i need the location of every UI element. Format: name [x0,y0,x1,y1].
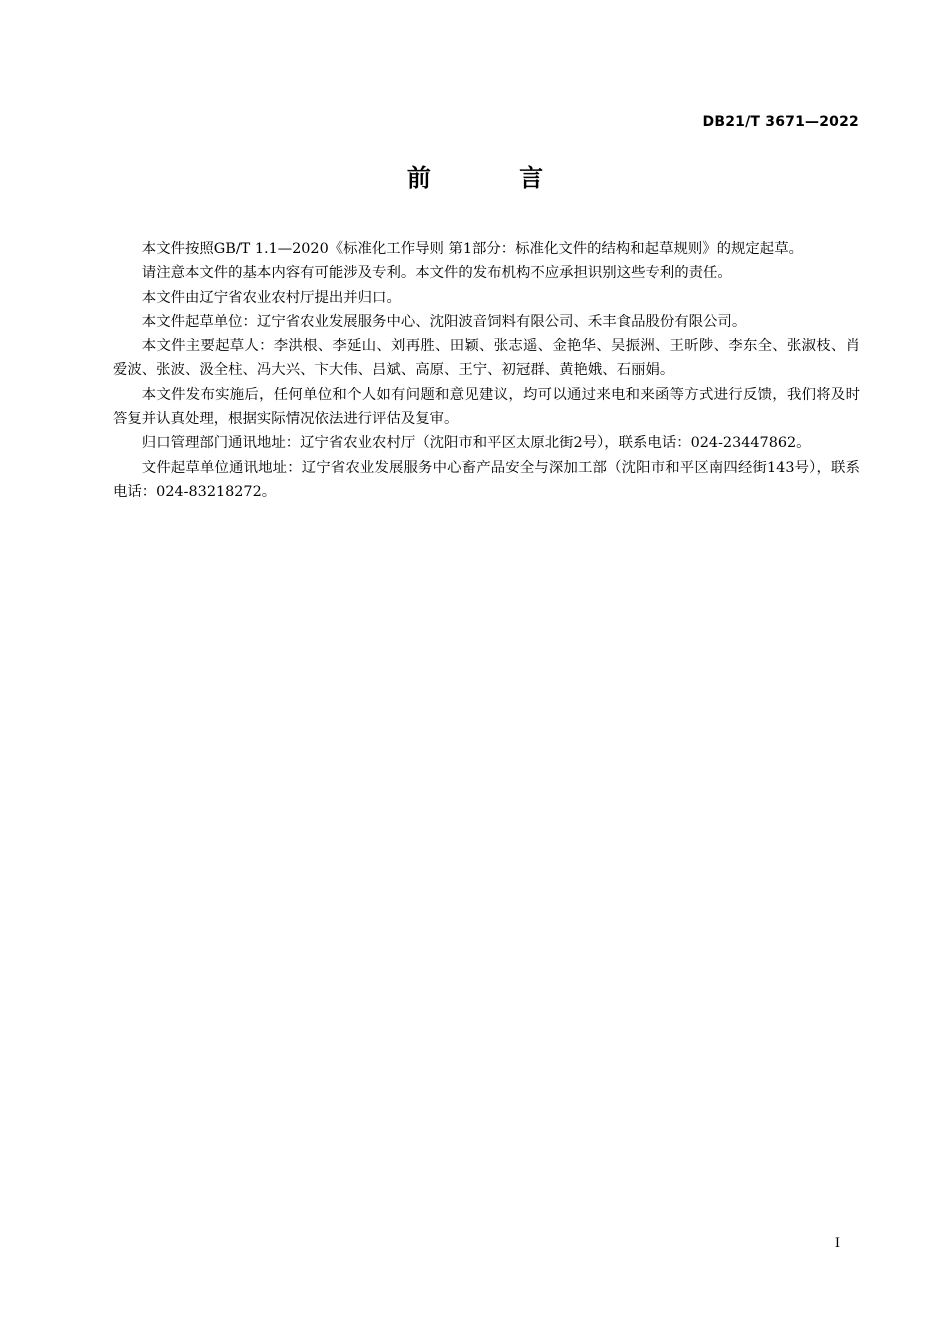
page-number: I [834,1236,840,1251]
paragraph-drafting-rules: 本文件按照GB/T 1.1—2020《标准化工作导则 第1部分：标准化文件的结构和起草规则》的规定起草。 [141,241,803,257]
page-title: 前 言 [406,164,584,192]
paragraph-proposer: 本文件由辽宁省农业农村厅提出并归口。 [141,289,401,306]
document-code: DB21/T 3671—2022 [702,114,859,130]
paragraph-drafting-units: 本文件起草单位：辽宁省农业发展服务中心、沈阳波音饲料有限公司、禾丰食品股份有限公司。 [141,313,747,330]
paragraph-authority-address: 归口管理部门通讯地址：辽宁省农业农村厅（沈阳市和平区太原北街2号），联系电话：024-23447862。 [141,435,811,452]
paragraph-drafters: 本文件主要起草人：李洪根、李延山、刘再胜、田颖、张志遥、金艳华、吴振洲、王昕陟、李东全、张淑枝、肖爱波、张波、汲全柱、冯大兴、卞大伟、吕斌、高原、王宁、初冠群、黄艳娥、石丽娟。 [113,338,860,379]
paragraph-patent-notice: 请注意本文件的基本内容有可能涉及专利。本文件的发布机构不应承担识别这些专利的责任。 [141,265,732,282]
paragraph-drafter-address: 文件起草单位通讯地址：辽宁省农业发展服务中心畜产品安全与深加工部（沈阳市和平区南四经街143号），联系电话：024-83218272。 [113,459,860,500]
foreword-body [113,237,860,504]
paragraph-feedback: 本文件发布实施后，任何单位和个人如有问题和意见建议，均可以通过来电和来函等方式进行反馈，我们将及时答复并认真处理，根据实际情况依法进行评估及复审。 [113,386,860,428]
